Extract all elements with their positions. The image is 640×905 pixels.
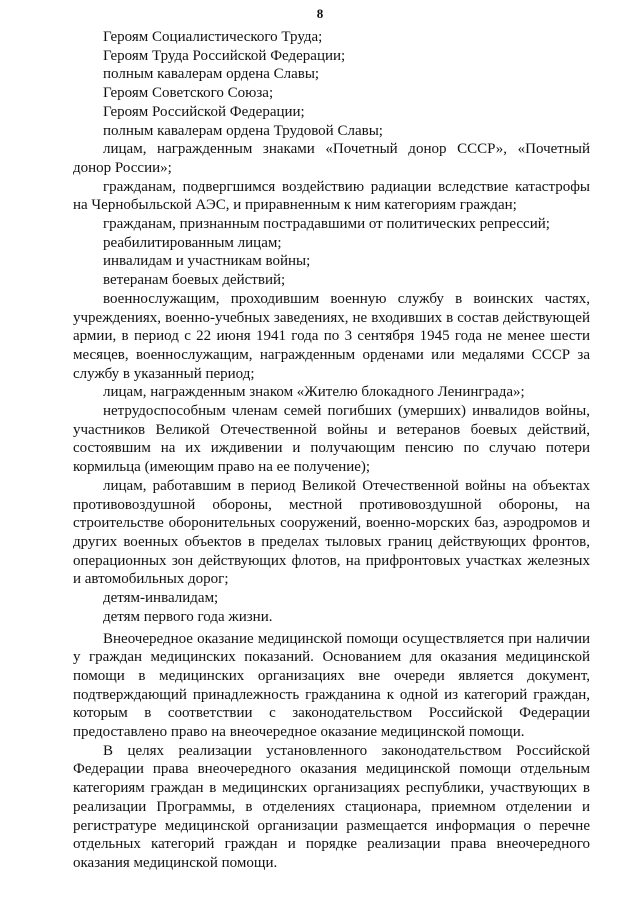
paragraph-disabled-children: детям-инвалидам; bbox=[103, 590, 219, 607]
paragraph-information-placement: В целях реализации установленного законодательством Российской Федерации права внеочередного оказания медицинской помощи отдельным категориям граждан в медицинских организациях республики, участвующих в реализации Программы, в отделениях стационара, приемном отделении и регистратуре медицинской организации размещается информация о перечне отдельных категорий граждан и порядке реализации права внеочередного оказания медицинской помощи. bbox=[73, 742, 590, 871]
list-line: Героям Российской Федерации; bbox=[103, 103, 305, 120]
paragraph-rehabilitated: реабилитированным лицам; bbox=[103, 234, 282, 251]
paragraph-infants: детям первого года жизни. bbox=[103, 608, 273, 625]
paragraph-leningrad-siege: лицам, награжденным знаком «Жителю блокадного Ленинграда»; bbox=[103, 384, 525, 401]
list-line: Героям Социалистического Труда; bbox=[103, 29, 323, 45]
page-number: 8 bbox=[316, 6, 324, 21]
paragraph-war-invalids: инвалидам и участникам войны; bbox=[103, 253, 311, 270]
paragraph-donors: лицам, награжденным знаками «Почетный донор СССР», «Почетный донор России»; bbox=[73, 141, 590, 176]
paragraph-wartime-workers: лицам, работавшим в период Великой Отечественной войны на объектах противовоздушной обороны, местной противовоздушной обороны, на строительстве оборонительных сооружений, военно-морских баз, аэродромов и других военных объектов в пределах тыловых границ действующих фронтов, операционных зон действующих флотов, на прифронтовых участках железных и автомобильных дорог; bbox=[73, 477, 590, 588]
list-line: полным кавалерам ордена Славы; bbox=[103, 66, 320, 83]
paragraph-medical-grounds: Внеочередное оказание медицинской помощи осуществляется при наличии у граждан медицинских показаний. Основанием для оказания медицинской помощи в медицинских организациях вне очереди является документ, подтверждающий принадлежность гражданина к одной из категорий граждан, которым в соответствии с законодательством Российской Федерации предоставлено право на внеочередное оказание медицинской помощи. bbox=[73, 630, 590, 741]
paragraph-chernobyl: гражданам, подвергшимся воздействию радиации вследствие катастрофы на Чернобыльской АЭС, и приравненным к ним категориям граждан; bbox=[73, 178, 590, 214]
list-line: полным кавалерам ордена Трудовой Славы; bbox=[103, 122, 383, 139]
document-body bbox=[73, 28, 590, 873]
paragraph-family-members: нетрудоспособным членам семей погибших (умерших) инвалидов войны, участников Великой Отечественной войны и ветеранов боевых действий, состоявшим на их иждивении и получающим пенсию по случаю потери кормильца (имеющим право на ее получение); bbox=[73, 403, 590, 476]
paragraph-combat-veterans: ветеранам боевых действий; bbox=[103, 272, 286, 289]
paragraph-military-service: военнослужащим, проходившим военную службу в воинских частях, учреждениях, военно-учебных заведениях, не входивших в состав действующей армии, в период с 22 июня 1941 года по 3 сентября 1945 года не менее шести месяцев, военнослужащим, награжденным орденами или медалями СССР за службу в указанный период; bbox=[73, 290, 590, 382]
list-line: Героям Труда Российской Федерации; bbox=[103, 47, 346, 64]
paragraph-repressions: гражданам, признанным пострадавшими от политических репрессий; bbox=[103, 216, 550, 233]
list-line: Героям Советского Союза; bbox=[103, 85, 274, 102]
